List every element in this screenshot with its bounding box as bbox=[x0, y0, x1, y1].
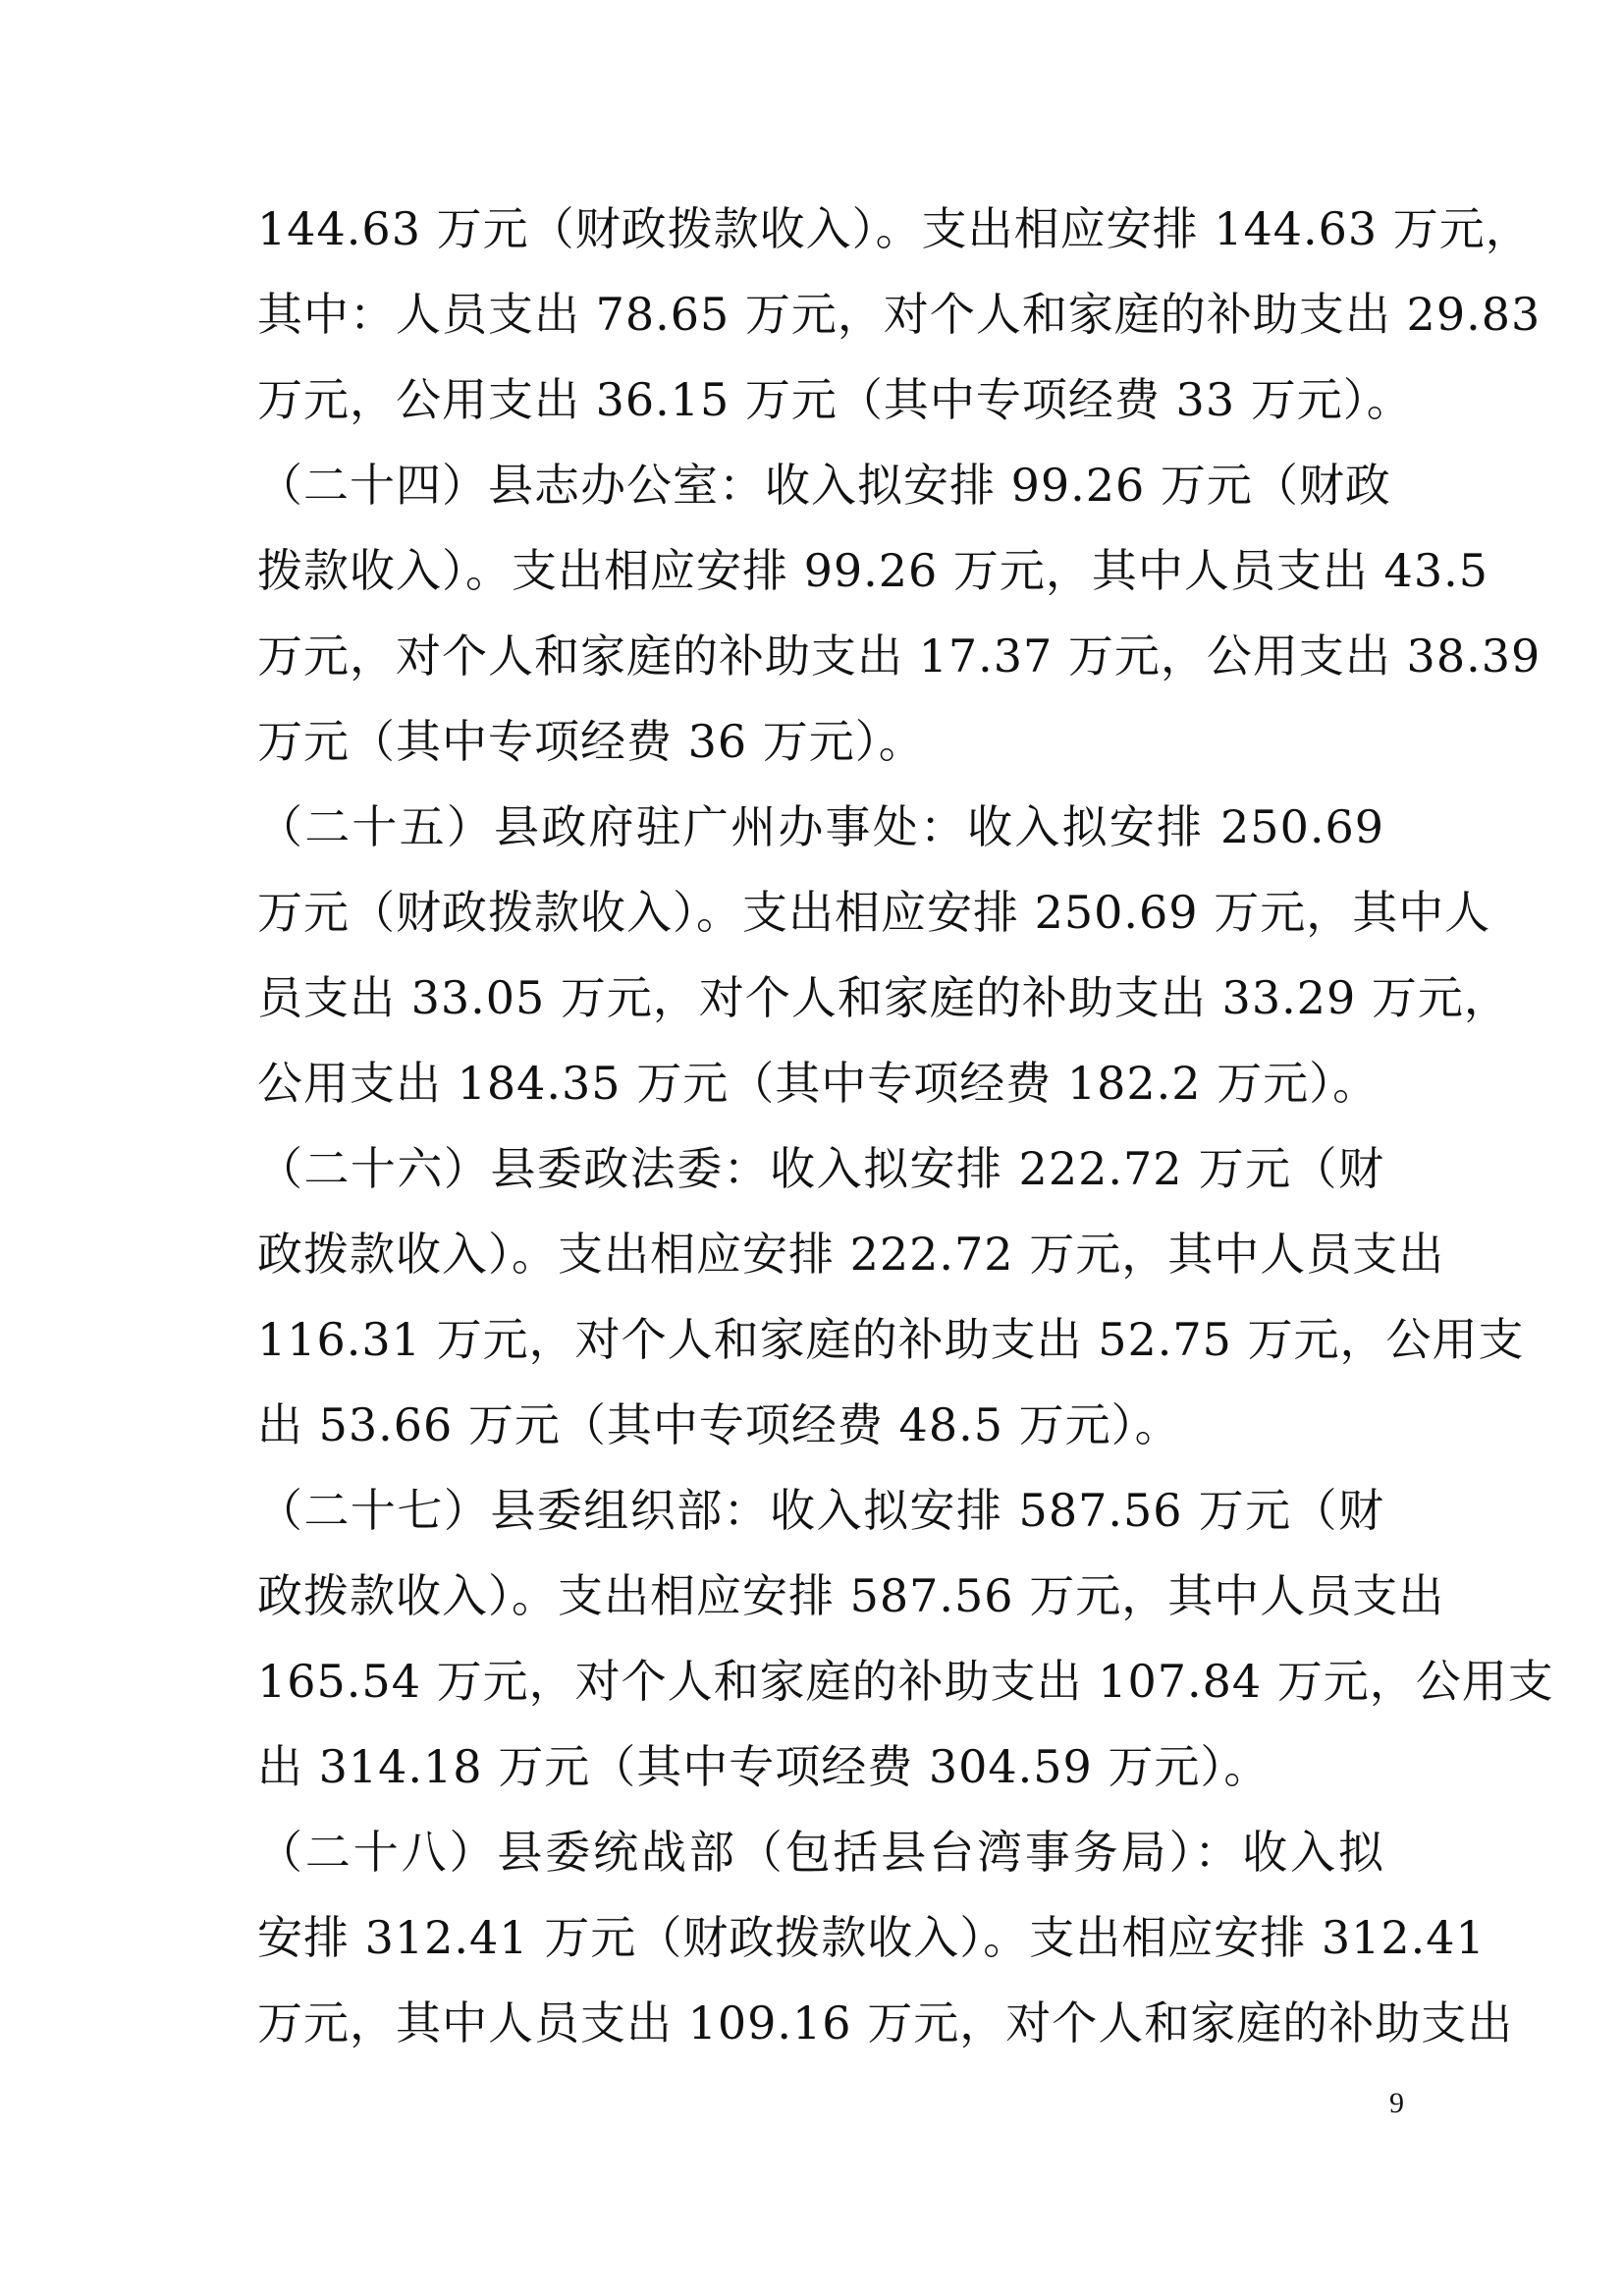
text-line: 员支出 33.05 万元，对个人和家庭的补助支出 33.29 万元， bbox=[257, 971, 1510, 1024]
text-line: 万元，其中人员支出 109.16 万元，对个人和家庭的补助支出 bbox=[257, 1996, 1514, 2050]
text-line: 安排 312.41 万元（财政拨款收入）。支出相应安排 312.41 bbox=[257, 1911, 1486, 1964]
text-line: 万元，对个人和家庭的补助支出 17.37 万元，公用支出 38.39 bbox=[257, 629, 1542, 683]
text-line: 政拨款收入）。支出相应安排 222.72 万元，其中人员支出 bbox=[257, 1228, 1445, 1281]
text-line: 万元，公用支出 36.15 万元（其中专项经费 33 万元）。 bbox=[257, 373, 1413, 426]
text-line: 出 53.66 万元（其中专项经费 48.5 万元）。 bbox=[257, 1398, 1181, 1451]
text-line: 出 314.18 万元（其中专项经费 304.59 万元）。 bbox=[257, 1740, 1271, 1793]
text-line: 165.54 万元，对个人和家庭的补助支出 107.84 万元，公用支 bbox=[257, 1655, 1554, 1708]
text-line: 116.31 万元，对个人和家庭的补助支出 52.75 万元，公用支 bbox=[257, 1313, 1525, 1366]
text-line: 拨款收入）。支出相应安排 99.26 万元，其中人员支出 43.5 bbox=[257, 544, 1488, 597]
text-line: 144.63 万元（财政拨款收入）。支出相应安排 144.63 万元， bbox=[257, 202, 1532, 255]
text-line: 万元（其中专项经费 36 万元）。 bbox=[257, 715, 925, 768]
text-line: 政拨款收入）。支出相应安排 587.56 万元，其中人员支出 bbox=[257, 1569, 1445, 1622]
document-body bbox=[257, 187, 1554, 2066]
text-line: 万元（财政拨款收入）。支出相应安排 250.69 万元，其中人 bbox=[257, 886, 1491, 939]
page-number: 9 bbox=[1389, 2087, 1404, 2119]
text-line: 其中：人员支出 78.65 万元，对个人和家庭的补助支出 29.83 bbox=[257, 288, 1542, 341]
text-line: （二十六）县委政法委：收入拟安排 222.72 万元（财 bbox=[257, 1142, 1384, 1195]
text-line: （二十八）县委统战部（包括县台湾事务局）：收入拟 bbox=[257, 1826, 1384, 1879]
text-line: （二十七）县委组织部：收入拟安排 587.56 万元（财 bbox=[257, 1484, 1384, 1537]
text-line: 公用支出 184.35 万元（其中专项经费 182.2 万元）。 bbox=[257, 1057, 1380, 1110]
text-line: （二十五）县政府驻广州办事处：收入拟安排 250.69 bbox=[257, 800, 1384, 853]
text-line: （二十四）县志办公室：收入拟安排 99.26 万元（财政 bbox=[257, 459, 1391, 512]
